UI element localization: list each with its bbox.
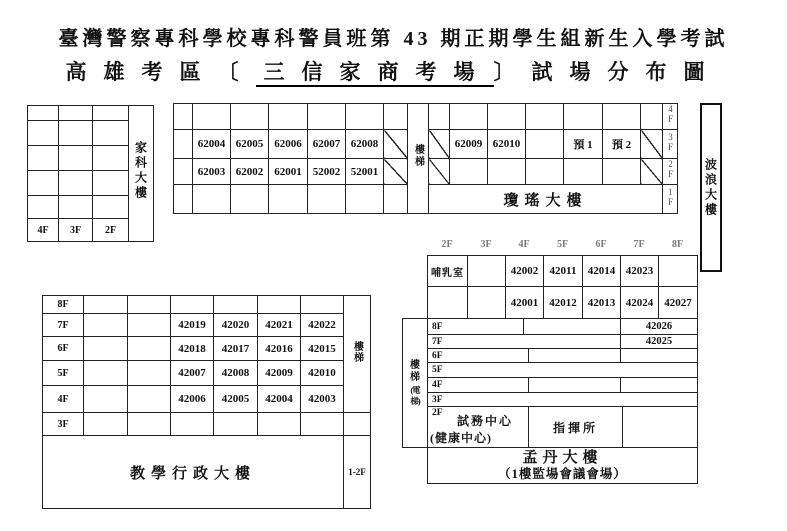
jiake-cell: [59, 106, 93, 121]
qiongyao-cell: [193, 104, 231, 130]
mengdan-floor-label: 7F: [432, 336, 443, 347]
nursing-room-cell: 哺乳室: [428, 256, 468, 287]
diagonal-cell: [429, 159, 450, 185]
jiake-cell: [59, 146, 93, 171]
exam-room-cell: 42021: [258, 314, 301, 337]
mengdan-cell: [468, 256, 506, 287]
exam-room-cell: 52002: [308, 159, 346, 185]
jiaoxue-cell: [84, 386, 128, 413]
elevator-label-line: 梯: [410, 372, 420, 384]
mengdan-column-header: 8F: [671, 239, 684, 250]
bolang-building-name: 波浪大樓: [703, 157, 718, 218]
exam-room-cell: 42010: [301, 361, 344, 386]
qiongyao-cell: [488, 104, 526, 130]
elevator-label-line: (電: [410, 384, 420, 395]
qiongyao-cell: [308, 185, 346, 214]
qiongyao-cell: [384, 104, 408, 130]
mengdan-floor-cell: [428, 363, 698, 378]
command-post-cell: 指揮所: [529, 407, 623, 448]
jiaoxue-floor-label: 8F: [43, 296, 84, 314]
page-title-line2: [0, 56, 787, 86]
exam-room-cell: 62005: [231, 130, 269, 159]
exam-room-cell: 42013: [583, 287, 621, 319]
jiake-cell: [28, 171, 59, 196]
exam-room-cell: 42008: [214, 361, 258, 386]
mengdan-floor-cell: [428, 393, 698, 407]
jiaoxue-cell: [128, 386, 171, 413]
jiake-cell: [93, 121, 129, 146]
qiongyao-cell: [231, 104, 269, 130]
exam-room-cell: 62008: [346, 130, 384, 159]
jiaoxue-cell: [128, 296, 171, 314]
exam-room-cell: 62010: [488, 130, 526, 159]
jiake-cell: [59, 171, 93, 196]
mengdan-floor-cell: [428, 319, 524, 335]
exam-office-cell: [428, 407, 529, 448]
mengdan-elevator-column: [402, 318, 428, 448]
jiake-cell: [93, 171, 129, 196]
qiongyao-floor-label: 1F: [665, 186, 676, 207]
mengdan-column-header: 2F: [441, 239, 453, 250]
health-center-name: (健康中心): [430, 430, 492, 445]
jiaoxue-cell: [84, 361, 128, 386]
jiaoxue-cell: [128, 337, 171, 361]
exam-room-cell: 52001: [346, 159, 384, 185]
exam-room-cell: 42024: [621, 287, 659, 319]
qiongyao-cell: [384, 185, 408, 214]
title-region: 高雄考區: [65, 60, 218, 84]
jiaoxue-cell: [258, 296, 301, 314]
mengdan-column-header: 6F: [595, 239, 607, 250]
building-jiake-table: [27, 105, 154, 242]
exam-room-cell: 42016: [258, 337, 301, 361]
mengdan-floor-label: 3F: [432, 394, 443, 405]
qiongyao-cell: [564, 104, 603, 130]
qiongyao-cell: [174, 130, 193, 159]
qiongyao-floor-label: 2F: [665, 159, 676, 179]
jiaoxue-cell: [84, 337, 128, 361]
diagonal-cell: [384, 159, 408, 185]
exam-room-cell: 42014: [583, 256, 621, 287]
qiongyao-floor-label-cell: [663, 185, 678, 214]
qiongyao-cell: [488, 159, 526, 185]
diagonal-cell: [641, 159, 663, 185]
exam-room-cell: 42015: [301, 337, 344, 361]
exam-room-cell: 42002: [506, 256, 544, 287]
qiongyao-cell: [564, 159, 603, 185]
mengdan-building-title: 孟丹大樓: [522, 450, 603, 466]
mengdan-floor-label: 5F: [432, 365, 443, 375]
elevator-label-line: 梯): [410, 395, 420, 406]
qiongyao-cell: [429, 104, 450, 130]
qiongyao-building-title: 瓊瑤大樓: [429, 185, 663, 214]
exam-room-cell: 62004: [193, 130, 231, 159]
jiake-cell: [28, 106, 59, 121]
qiongyao-cell: [193, 185, 231, 214]
jiaoxue-cell: [214, 296, 258, 314]
exam-room-cell: 62003: [193, 159, 231, 185]
exam-room-cell: 42001: [506, 287, 544, 319]
mengdan-cell: [468, 287, 506, 319]
mengdan-floor-label: 8F: [432, 321, 443, 332]
exam-room-cell: 42009: [258, 361, 301, 386]
jiake-cell: [28, 196, 59, 219]
mengdan-cell: [524, 319, 621, 335]
title-map-label: 試場分布圖: [531, 60, 722, 84]
diagonal-cell: [641, 130, 663, 159]
jiaoxue-cell: [171, 296, 214, 314]
mengdan-floor-cell: [428, 378, 529, 393]
mengdan-floor-label: 6F: [432, 350, 443, 361]
title-bracket-open: 〔: [217, 60, 256, 84]
exam-room-cell: 62001: [269, 159, 308, 185]
jiaoxue-stairs-floor-label: 1-2F: [344, 436, 371, 509]
jiake-floor-label: 4F: [28, 219, 59, 242]
jiaoxue-stairs-label: 樓梯: [351, 340, 363, 363]
qiongyao-floor-label: 4F: [665, 104, 676, 124]
exam-room-cell: 42018: [171, 337, 214, 361]
building-qiongyao-table: [173, 103, 678, 214]
mengdan-floor-label: 2F: [432, 408, 443, 418]
exam-room-cell: 42023: [621, 256, 659, 287]
jiaoxue-cell: [128, 314, 171, 337]
qiongyao-stairs-label: 樓梯: [412, 144, 424, 168]
jiaoxue-cell: [258, 413, 301, 436]
jiaoxue-stairs-lower-cell: [344, 413, 371, 436]
exam-room-cell: 42003: [301, 386, 344, 413]
jiaoxue-cell: [84, 296, 128, 314]
exam-room-cell: 42027: [659, 287, 698, 319]
jiake-cell: [93, 106, 129, 121]
mengdan-cell: [621, 349, 698, 363]
jiaoxue-cell: [84, 314, 128, 337]
jiake-floor-label: 2F: [93, 219, 129, 242]
jiaoxue-cell: [214, 413, 258, 436]
qiongyao-cell: [269, 104, 308, 130]
qiongyao-cell: [231, 185, 269, 214]
mengdan-column-headers: [427, 239, 697, 253]
jiaoxue-cell: [128, 361, 171, 386]
jiaoxue-building-title: 教學行政大樓: [43, 436, 344, 509]
elevator-label-line: 樓: [410, 359, 420, 371]
jiaoxue-floor-label: 6F: [43, 337, 84, 361]
building-bolang-box: [700, 103, 722, 272]
mengdan-floor-label: 4F: [432, 380, 443, 390]
exam-room-cell: 62002: [231, 159, 269, 185]
mengdan-cell: [623, 407, 698, 448]
jiaoxue-floor-label: 7F: [43, 314, 84, 337]
jiaoxue-floor-label: 4F: [43, 386, 84, 413]
qiongyao-cell: [526, 104, 564, 130]
exam-room-cell: 42007: [171, 361, 214, 386]
jiaoxue-cell: [301, 296, 344, 314]
exam-room-cell: 42022: [301, 314, 344, 337]
qiongyao-cell: [308, 104, 346, 130]
exam-room-cell: 42017: [214, 337, 258, 361]
mengdan-cell: [659, 256, 698, 287]
exam-room-cell: 42011: [544, 256, 583, 287]
jiake-cell: [59, 196, 93, 219]
qiongyao-cell: [450, 104, 488, 130]
mengdan-title-cell: [428, 448, 698, 484]
mengdan-cell: [529, 378, 621, 393]
exam-room-cell: 62009: [450, 130, 488, 159]
jiaoxue-floor-label: 5F: [43, 361, 84, 386]
jiake-cell: [28, 121, 59, 146]
mengdan-column-header: 4F: [518, 239, 530, 250]
page-title-line1: 臺灣警察專科學校專科警員班第 43 期正期學生組新生入學考試: [58, 28, 729, 50]
mengdan-column-header: 7F: [633, 239, 645, 250]
exam-room-cell: [526, 130, 564, 159]
mengdan-cell: [529, 349, 621, 363]
exam-room-cell: 42019: [171, 314, 214, 337]
diagonal-cell: [429, 130, 450, 159]
mengdan-cell: [428, 287, 468, 319]
mengdan-cell: [621, 378, 698, 393]
mengdan-column-header: 3F: [480, 239, 492, 250]
qiongyao-floor-label-cell: [663, 104, 678, 130]
reserve-room-cell: 預 2: [603, 130, 641, 159]
mengdan-floor-cell: [428, 335, 621, 349]
jiake-cell: [59, 121, 93, 146]
jiaoxue-cell: [171, 413, 214, 436]
qiongyao-cell: [174, 104, 193, 130]
title-bracket-close: 〕: [493, 60, 532, 84]
jiake-name-cell: [129, 106, 154, 242]
qiongyao-floor-label-cell: [663, 130, 678, 159]
mengdan-upper-table: [427, 255, 698, 319]
jiake-building-name: 家科大樓: [133, 141, 148, 201]
qiongyao-cell: [450, 159, 488, 185]
jiake-floor-label: 3F: [59, 219, 93, 242]
exam-room-cell: 42020: [214, 314, 258, 337]
jiaoxue-cell: [128, 413, 171, 436]
building-jiaoxue-table: [42, 295, 371, 509]
diagonal-cell: [384, 130, 408, 159]
title-venue-underlined: 三信家商考場: [256, 60, 494, 87]
qiongyao-cell: [641, 104, 663, 130]
mengdan-lower-table: [427, 318, 698, 484]
jiaoxue-cell: [84, 413, 128, 436]
qiongyao-cell: [346, 104, 384, 130]
exam-room-cell: 62007: [308, 130, 346, 159]
jiaoxue-stairs-cell: [344, 296, 371, 413]
qiongyao-stairs-cell: [408, 104, 429, 214]
mengdan-floor-cell: [428, 349, 529, 363]
exam-room-cell: 42006: [171, 386, 214, 413]
mengdan-column-header: 5F: [556, 239, 569, 250]
exam-room-cell: 42012: [544, 287, 583, 319]
qiongyao-cell: [603, 104, 641, 130]
exam-room-cell: 42005: [214, 386, 258, 413]
qiongyao-floor-label-cell: [663, 159, 678, 185]
jiake-cell: [93, 146, 129, 171]
exam-room-cell: 42026: [621, 319, 698, 335]
jiake-cell: [93, 196, 129, 219]
exam-room-cell: 42025: [621, 335, 698, 349]
jiaoxue-cell: [301, 413, 344, 436]
mengdan-building-subtitle: （1樓監場會議會場）: [498, 467, 627, 481]
qiongyao-cell: [269, 185, 308, 214]
jiaoxue-floor-label: 3F: [43, 413, 84, 436]
exam-room-cell: 42004: [258, 386, 301, 413]
exam-room-cell: 62006: [269, 130, 308, 159]
qiongyao-cell: [603, 159, 641, 185]
reserve-room-cell: 預 1: [564, 130, 603, 159]
qiongyao-floor-label: 3F: [665, 131, 676, 152]
qiongyao-cell: [174, 185, 193, 214]
jiake-cell: [28, 146, 59, 171]
qiongyao-cell: [346, 185, 384, 214]
exam-office-name: 試務中心: [456, 413, 513, 428]
qiongyao-cell: [174, 159, 193, 185]
qiongyao-cell: [526, 159, 564, 185]
